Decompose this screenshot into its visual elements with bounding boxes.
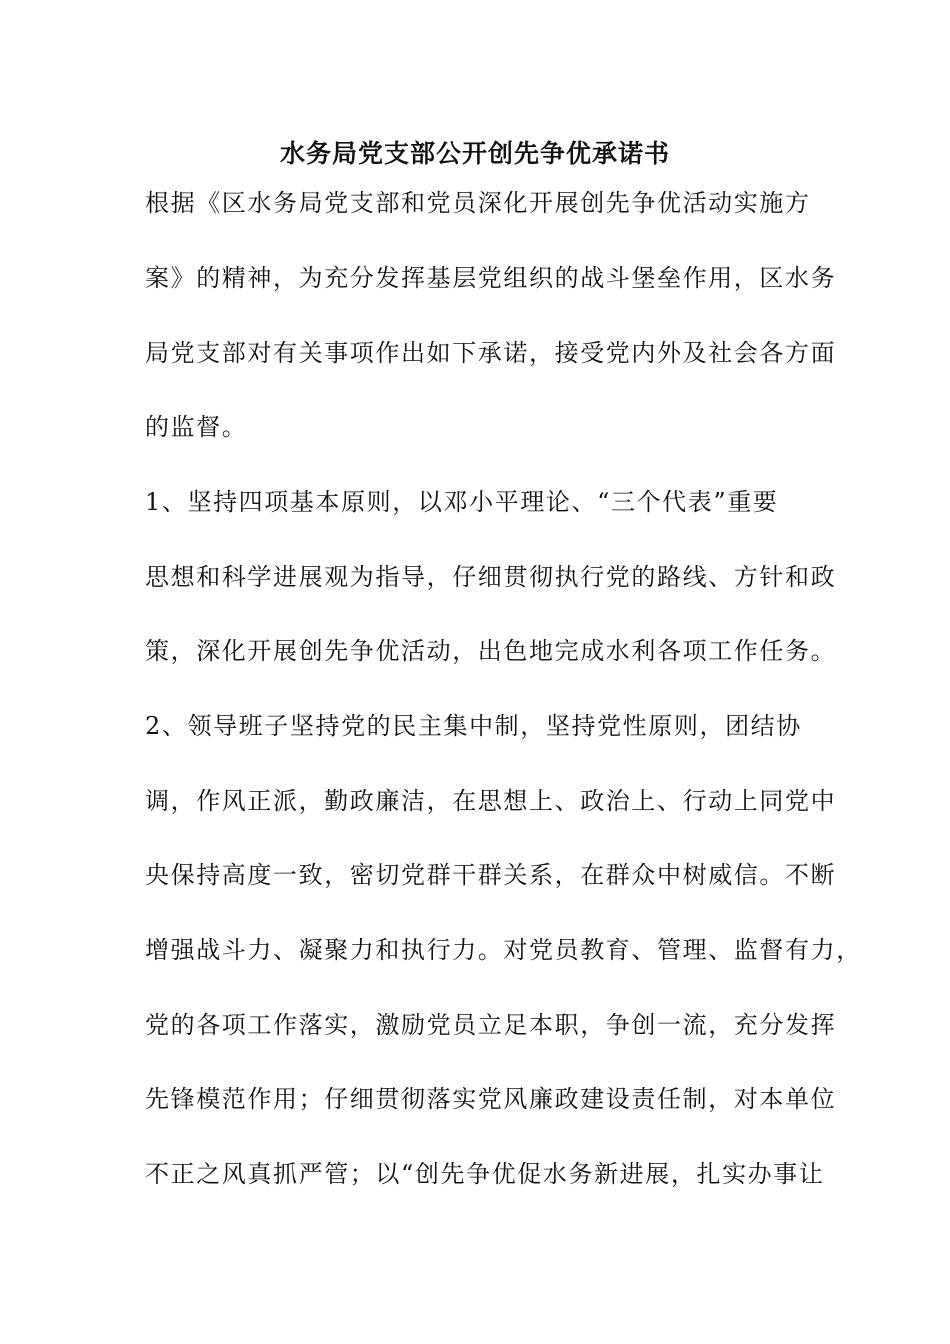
body-text-line: 央保持高度一致，密切党群干群关系，在群众中树威信。不断	[145, 861, 837, 889]
body-text-line: 调，作风正派，勤政廉洁，在思想上、政治上、行动上同党中	[145, 787, 837, 815]
document-title: 水务局党支部公开创先争优承诺书	[279, 139, 670, 168]
body-text-line: 不正之风真抓严管；以“创先争优促水务新进展，扎实办事让	[145, 1160, 825, 1188]
body-text-line: 2、领导班子坚持党的民主集中制，坚持党性原则，团结协	[145, 712, 802, 740]
body-text-line: 1、坚持四项基本原则，以邓小平理论、“三个代表”重要	[145, 488, 779, 516]
body-text-line: 局党支部对有关事项作出如下承诺，接受党内外及社会各方面	[145, 339, 837, 367]
body-text-line: 思想和科学进展观为指导，仔细贯彻执行党的路线、方针和政	[145, 563, 837, 591]
body-text-line: 策，深化开展创先争优活动，出色地完成水利各项工作任务。	[145, 637, 837, 665]
body-text-line: 案》的精神，为充分发挥基层党组织的战斗堡垒作用，区水务	[145, 264, 837, 292]
body-text-line: 增强战斗力、凝聚力和执行力。对党员教育、管理、监督有力，	[145, 936, 862, 964]
body-text-line: 根据《区水务局党支部和党员深化开展创先争优活动实施方	[145, 189, 811, 217]
body-text-line: 先锋模范作用；仔细贯彻落实党风廉政建设责任制，对本单位	[145, 1085, 837, 1113]
body-text-line: 的监督。	[145, 413, 248, 441]
body-text-line: 党的各项工作落实，激励党员立足本职，争创一流，充分发挥	[145, 1011, 837, 1039]
